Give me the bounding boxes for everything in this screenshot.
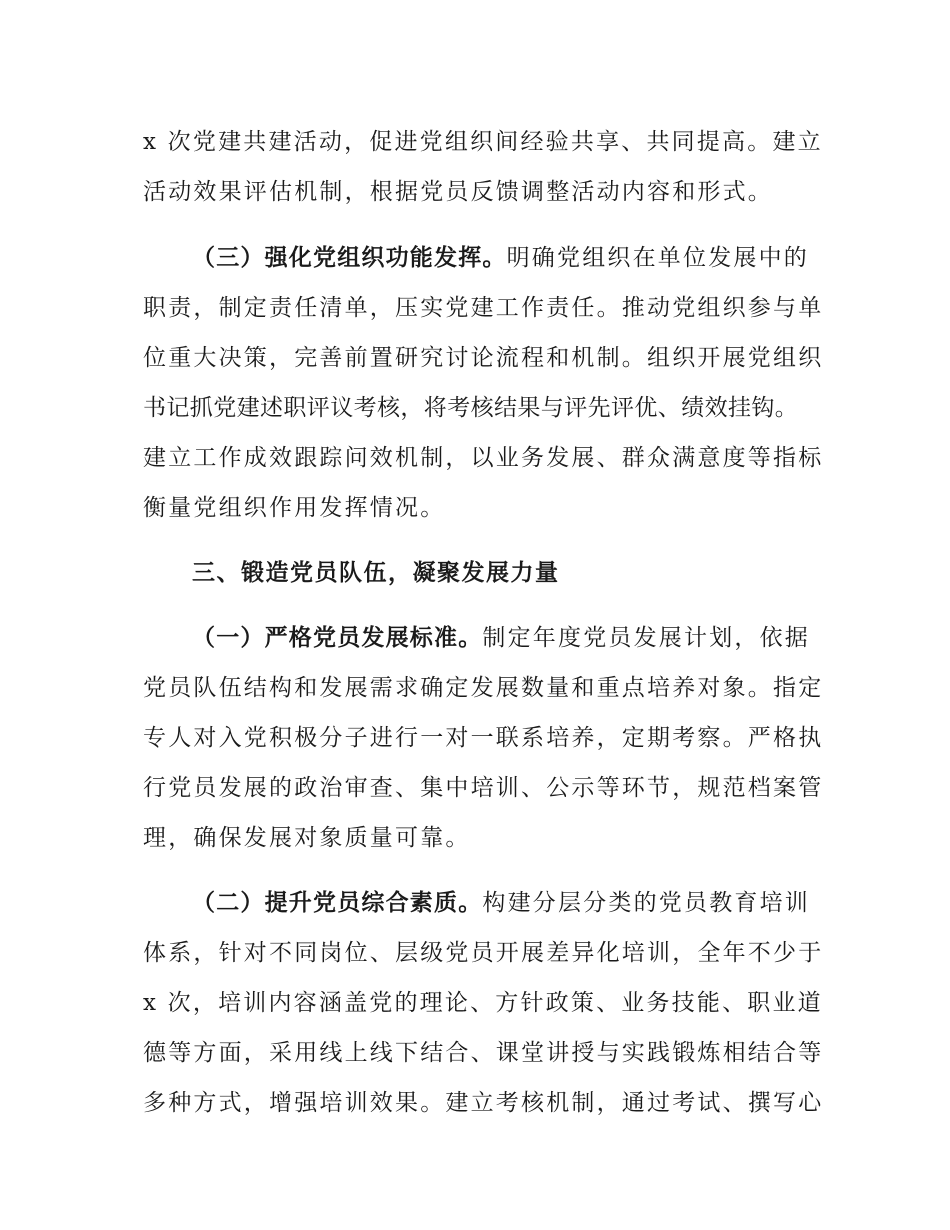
- text-line: 行党员发展的政治审查、集中培训、公示等环节，规范档案管: [143, 775, 824, 801]
- text-line: 活动效果评估机制，根据党员反馈调整活动内容和形式。: [143, 179, 773, 205]
- paragraph-title: （一）严格党员发展标准。: [192, 625, 483, 651]
- text-line: 党员队伍结构和发展需求确定发展数量和重点培养对象。指定: [143, 675, 824, 701]
- paragraph-title: （二）提升党员综合素质。: [192, 890, 483, 916]
- paragraph-title: （三）强化党组织功能发挥。: [192, 245, 507, 271]
- section-heading: 三、锻造党员队伍，凝聚发展力量: [192, 560, 560, 586]
- text-line: 体系，针对不同岗位、层级党员开展差异化培训，全年不少于: [143, 940, 824, 966]
- text-line: x 次，培训内容涵盖党的理论、方针政策、业务技能、职业道: [143, 990, 823, 1016]
- text-line: 德等方面，采用线上线下结合、课堂讲授与实践锻炼相结合等: [143, 1040, 824, 1066]
- paragraph-first-line: [192, 243, 882, 273]
- text-line: 多种方式，增强培训效果。建立考核机制，通过考试、撰写心: [143, 1090, 824, 1116]
- text-run: 明确党组织在单位发展中的: [506, 245, 810, 271]
- text-run: 制定年度党员发展计划，依据: [482, 625, 811, 651]
- paragraph-first-line: [192, 888, 882, 918]
- text-line: 书记抓党建述职评议考核，将考核结果与评先评优、绩效挂钩。: [143, 395, 799, 421]
- text-line: 职责，制定责任清单，压实党建工作责任。推动党组织参与单: [143, 295, 824, 321]
- text-line: x 次党建共建活动，促进党组织间经验共享、共同提高。建立: [143, 129, 823, 155]
- text-run: 构建分层分类的党员教育培训: [482, 890, 811, 916]
- text-line: 理，确保发展对象质量可靠。: [143, 825, 471, 851]
- paragraph-first-line: [192, 623, 882, 653]
- text-line: 专人对入党积极分子进行一对一联系培养，定期考察。严格执: [143, 725, 824, 751]
- text-line: 衡量党组织作用发挥情况。: [143, 495, 446, 521]
- text-line: 建立工作成效跟踪问效机制，以业务发展、群众满意度等指标: [143, 445, 824, 471]
- text-line: 位重大决策，完善前置研究讨论流程和机制。组织开展党组织: [143, 345, 824, 371]
